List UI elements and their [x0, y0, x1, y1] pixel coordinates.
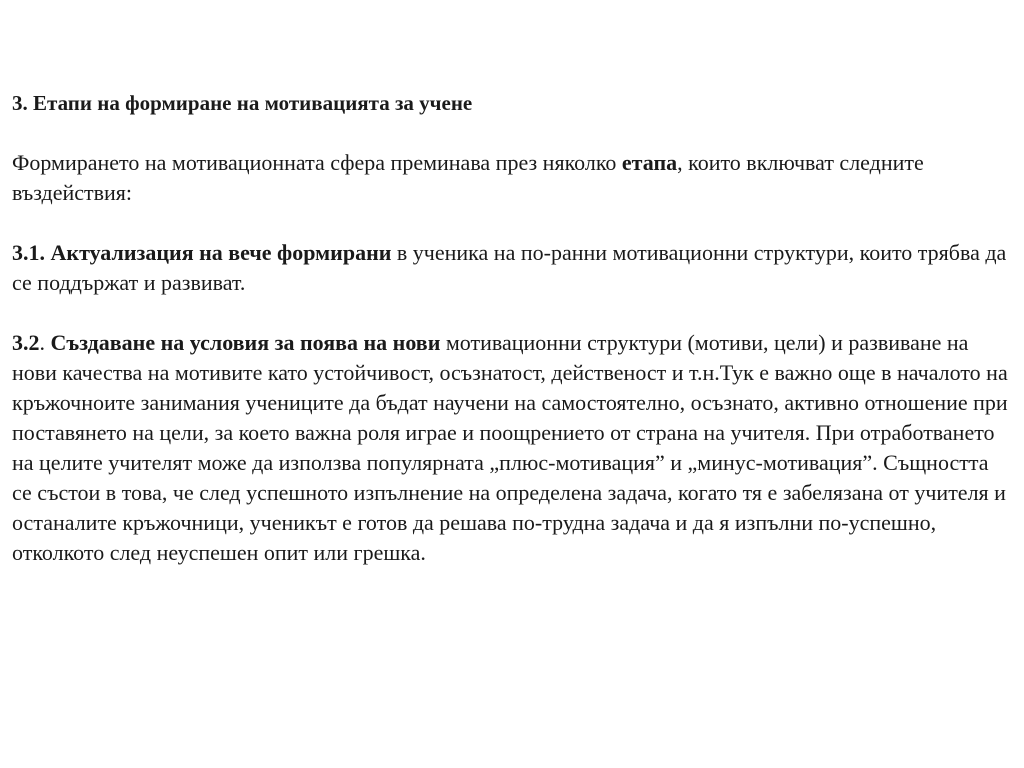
- section-3-2-number: 3.2: [12, 330, 40, 355]
- intro-text-before: Формирането на мотивационната сфера преминава през няколко: [12, 150, 622, 175]
- intro-paragraph: [12, 148, 1012, 208]
- section-3-2-text: мотивационни структури (мотиви, цели) и развиване на нови качества на мотивите като устойчивост, осъзнатост, действеност и т.н.Тук е важно още в началото на кръжочноите занимания учениците да бъдат научени на самостоятелно, осъзнато, активно отношение при поставянето на цели, за което важна роля играе и поощрението от страна на учителя. При отработването на целите учителят може да използва популярната „плюс-мотивация” и „минус-мотивация”. Същността се състои в това, че след успешното изпълнение на определена задача, когато тя е забелязана от учителя и останалите кръжочници, ученикът е готов да решава по-трудна задача и да я изпълни по-успешно, отколкото след неуспешен опит или грешка.: [12, 330, 1008, 565]
- section-heading: 3. Етапи на формиране на мотивацията за учене: [12, 91, 473, 115]
- spacer: [12, 298, 1012, 328]
- intro-bold-term: етапа: [621, 150, 678, 175]
- section-3-2-separator: .: [39, 330, 51, 355]
- spacer: [12, 208, 1012, 238]
- section-3-2-title: Създаване на условия за поява на нови: [50, 330, 441, 355]
- section-3-1-text: в ученика на по-ранни мотивационни структури, които трябва да се поддържат и развиват.: [12, 240, 1007, 295]
- section-3-2-paragraph: [12, 328, 1012, 568]
- spacer: [12, 118, 1012, 148]
- section-3-1-paragraph: [12, 238, 1012, 298]
- intro-text-after: , които включват следните въздействия:: [12, 150, 924, 205]
- section-3-1-title: 3.1. Актуализация на вече формирани: [12, 240, 392, 265]
